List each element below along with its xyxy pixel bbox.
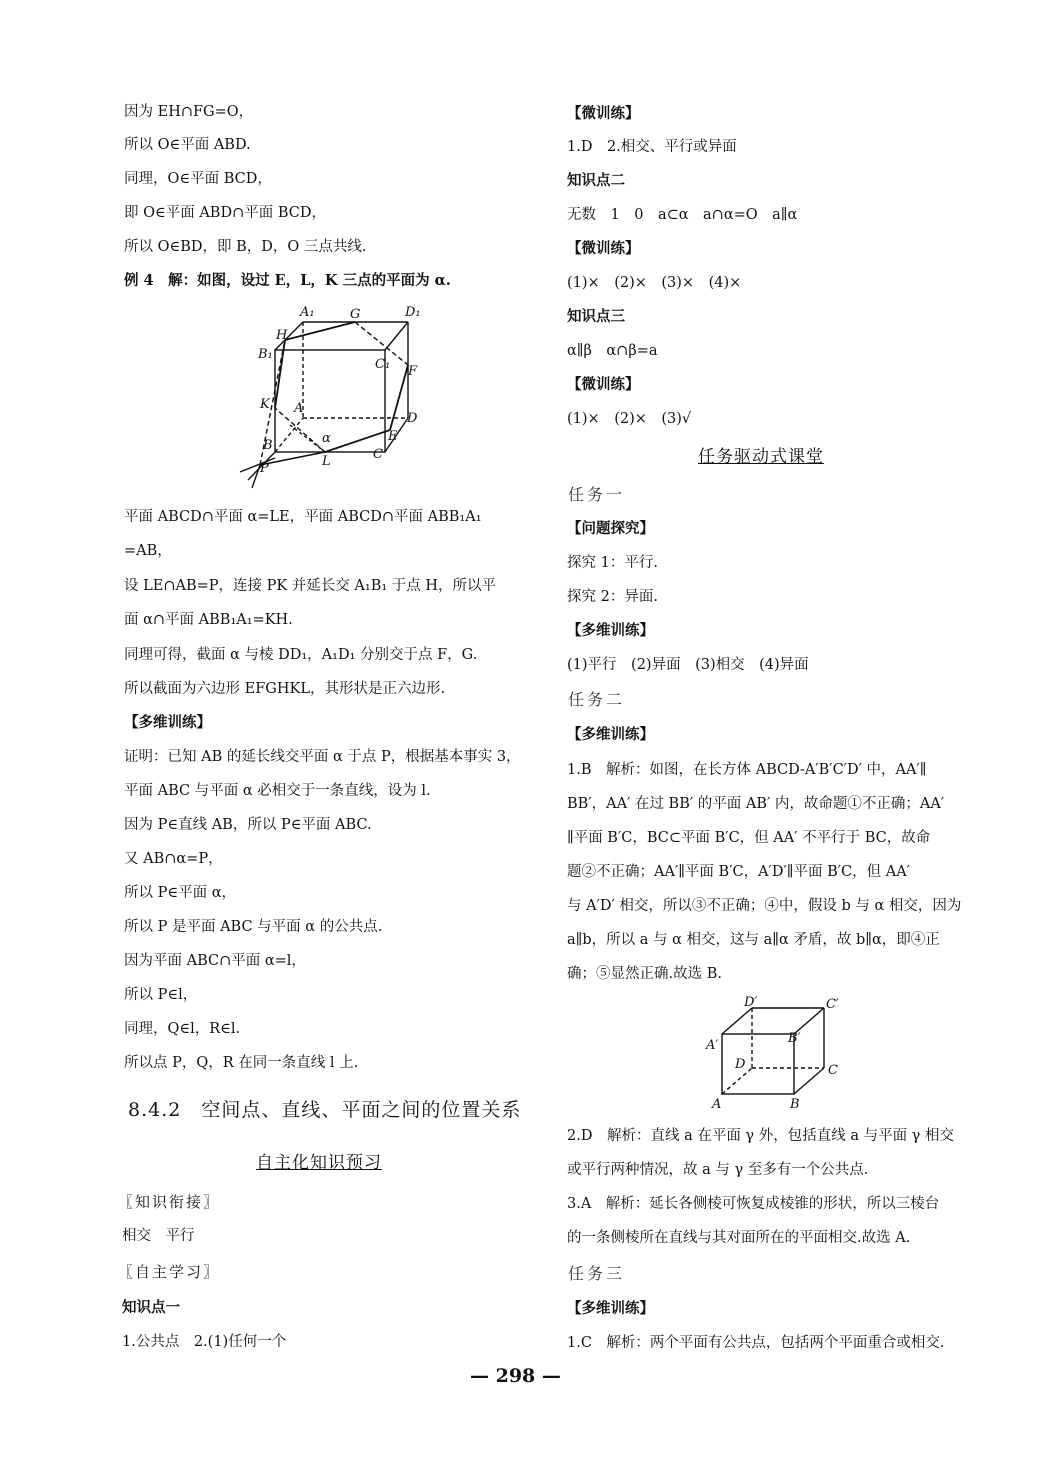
fig2-label: D — [735, 1057, 746, 1072]
text-line: 平面 ABC 与平面 α 必相交于一条直线，设为 l. — [124, 783, 431, 799]
section-header: 【多维训练】 — [567, 622, 654, 639]
section-header: 【微训练】 — [567, 240, 640, 257]
knowledge-point-header: 知识点一 — [122, 1299, 180, 1316]
fig1-label: C₁ — [375, 357, 391, 372]
fig1-label: A — [294, 401, 304, 416]
text-line: 平面 ABCD∩平面 α=LE，平面 ABCD∩平面 ABB₁A₁ — [124, 509, 482, 525]
text-line: 2.D 解析：直线 a 在平面 γ 外，包括直线 a 与平面 γ 相交 — [567, 1128, 954, 1144]
text-line: 即 O∈平面 ABD∩平面 BCD， — [124, 205, 326, 221]
text-line: 所以截面为六边形 EFGHKL，其形状是正六边形. — [124, 681, 446, 697]
text-line: 的一条侧棱所在直线与其对面所在的平面相交.故选 A. — [567, 1230, 911, 1246]
text-line: a∥b，所以 a 与 α 相交，这与 a∥α 矛盾，故 b∥α，即④正 — [567, 932, 940, 948]
text-line: 或平行两种情况，故 a 与 γ 至多有一个公共点. — [567, 1162, 869, 1178]
subtitle: 自主化知识预习 — [256, 1153, 382, 1173]
text-line: 所以 O∈BD，即 B，D，O 三点共线. — [124, 239, 367, 255]
text-line: 与 A′D′ 相交，所以③不正确；④中，假设 b 与 α 相交，因为 — [567, 898, 962, 914]
fig2-label: C — [828, 1063, 838, 1078]
section-header: 【问题探究】 — [567, 520, 654, 537]
text-line: 同理可得，截面 α 与棱 DD₁，A₁D₁ 分别交于点 F，G. — [124, 647, 478, 663]
fig1-label: E — [388, 429, 398, 444]
text-line: 题②不正确；AA′∥平面 B′C，A′D′∥平面 B′C，但 AA′ — [567, 864, 910, 880]
fig1-label: C — [373, 447, 383, 462]
fig2-label: A — [712, 1097, 722, 1112]
self-study-header: 〖自主学习〗 — [118, 1263, 221, 1281]
text-line: 3.A 解析：延长各侧棱可恢复成棱锥的形状，所以三棱台 — [567, 1196, 940, 1212]
fig1-label: G — [350, 307, 361, 322]
section-title: 8.4.2 空间点、直线、平面之间的位置关系 — [128, 1099, 522, 1121]
fig1-label: K — [260, 397, 270, 412]
fig1-label: F — [408, 364, 418, 379]
text-line: 无数 1 0 a⊂α a∩α=O a∥α — [567, 207, 798, 223]
text-line: 又 AB∩α=P， — [124, 851, 223, 867]
knowledge-point-header: 知识点三 — [567, 308, 625, 325]
text-line: 探究 1：平行. — [567, 555, 658, 571]
fig1-label: L — [322, 454, 331, 469]
text-line: 1.B 解析：如图，在长方体 ABCD-A′B′C′D′ 中，AA′∥ — [567, 762, 927, 778]
fig2-label: B′ — [788, 1031, 801, 1046]
fig1-label: α — [322, 431, 331, 446]
example-4-line: 例 4 解：如图，设过 E，L，K 三点的平面为 α. — [124, 272, 451, 289]
fig1-label: P — [260, 461, 269, 476]
fig2-label: A′ — [706, 1038, 719, 1053]
text-line: 确；⑤显然正确.故选 B. — [567, 966, 722, 982]
knowledge-link-header: 〖知识衔接〗 — [118, 1193, 221, 1211]
fig1-label: B — [263, 438, 273, 453]
page-number: — 298 — — [470, 1365, 561, 1387]
fig1-label: D₁ — [405, 305, 421, 320]
text-line: 所以 P 是平面 ABC 与平面 α 的公共点. — [124, 919, 383, 935]
task-header: 任务一 — [568, 485, 626, 504]
knowledge-point-header: 知识点二 — [567, 172, 625, 189]
text-line: α∥β α∩β=a — [567, 343, 658, 359]
text-line: 因为平面 ABC∩平面 α=l， — [124, 953, 306, 969]
section-header: 【多维训练】 — [567, 726, 654, 743]
text-line: 因为 EH∩FG=O， — [124, 104, 254, 120]
text-line: 所以 P∈平面 α， — [124, 885, 236, 901]
section-header: 【多维训练】 — [567, 1300, 654, 1317]
text-line: 1.D 2.相交、平行或异面 — [567, 139, 737, 155]
text-line: (1)平行 (2)异面 (3)相交 (4)异面 — [567, 657, 809, 673]
text-line: 设 LE∩AB=P，连接 PK 并延长交 A₁B₁ 于点 H，所以平 — [124, 578, 497, 594]
text-line: (1)× (2)× (3)× (4)× — [567, 275, 742, 291]
fig1-label: A₁ — [300, 305, 315, 320]
subtitle: 任务驱动式课堂 — [698, 447, 824, 467]
fig1-label: H — [276, 328, 288, 343]
figure-cuboid — [702, 994, 852, 1116]
fig2-label: D′ — [744, 995, 758, 1010]
text-line: 探究 2：异面. — [567, 589, 658, 605]
fig2-label: B — [790, 1097, 800, 1112]
section-header: 【微训练】 — [567, 376, 640, 393]
text-line: 1.公共点 2.(1)任何一个 — [122, 1334, 287, 1350]
text-line: 所以点 P，Q，R 在同一条直线 l 上. — [124, 1055, 359, 1071]
text-line: 所以 P∈l， — [124, 987, 198, 1003]
text-line: 面 α∩平面 ABB₁A₁=KH. — [124, 612, 293, 628]
task-header: 任务三 — [568, 1264, 626, 1283]
text-line: (1)× (2)× (3)√ — [567, 411, 692, 427]
fig2-label: C′ — [826, 997, 839, 1012]
task-header: 任务二 — [568, 690, 626, 709]
section-header: 【多维训练】 — [124, 714, 211, 731]
fig1-label: B₁ — [258, 347, 273, 362]
text-line: 所以 O∈平面 ABD. — [124, 137, 251, 153]
text-line: BB′，AA′ 在过 BB′ 的平面 AB′ 内，故命题①不正确；AA′ — [567, 796, 945, 812]
text-line: 相交 平行 — [122, 1228, 195, 1244]
section-header: 【微训练】 — [567, 105, 640, 122]
text-line: 证明：已知 AB 的延长线交平面 α 于点 P，根据基本事实 3， — [124, 749, 521, 765]
text-line: 因为 P∈直线 AB，所以 P∈平面 ABC. — [124, 817, 372, 833]
figure-hexagon-section — [230, 300, 430, 500]
fig1-label: D — [407, 411, 418, 426]
text-line: 1.C 解析：两个平面有公共点，包括两个平面重合或相交. — [567, 1335, 945, 1351]
text-line: 同理，O∈平面 BCD， — [124, 171, 272, 187]
text-line: ∥平面 B′C，BC⊂平面 B′C，但 AA′ 不平行于 BC，故命 — [567, 830, 931, 846]
text-line: =AB， — [124, 543, 172, 559]
text-line: 同理，Q∈l，R∈l. — [124, 1021, 241, 1037]
